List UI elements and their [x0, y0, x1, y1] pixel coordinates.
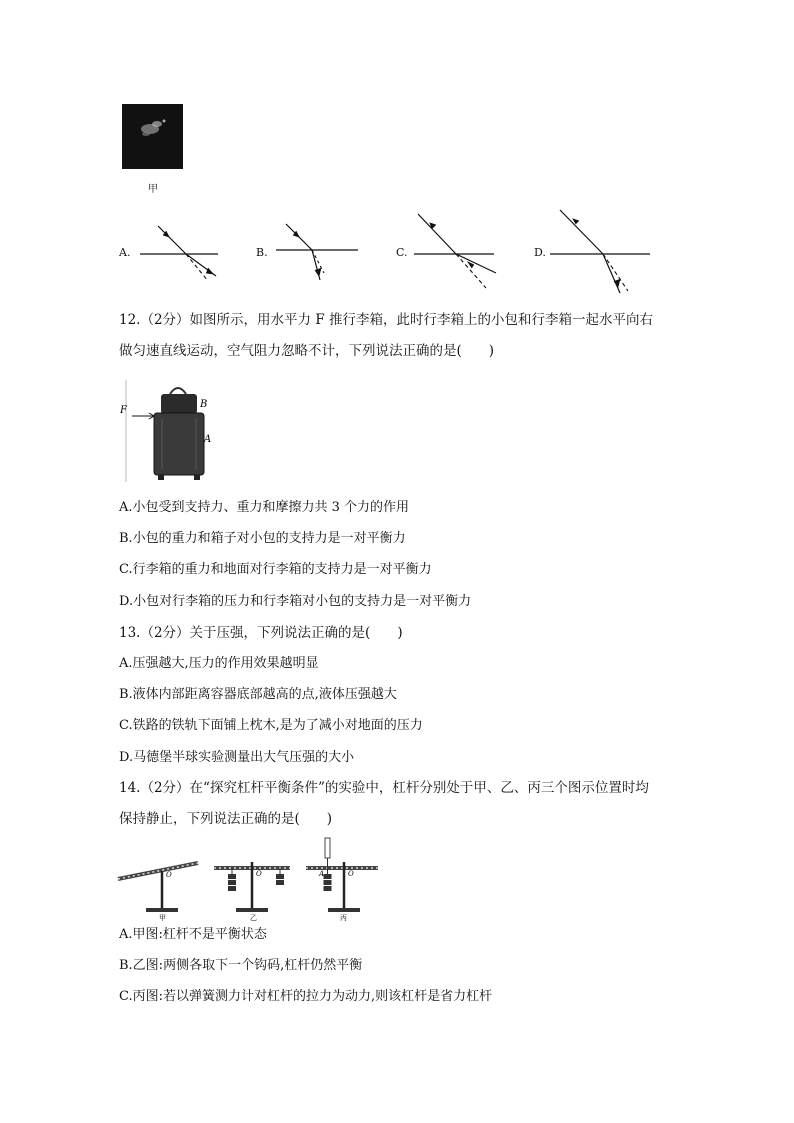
q11-option-d-label: D. — [534, 246, 546, 259]
q14-option-c: C.丙图:若以弹簧测力计对杠杆的拉力为动力,则该杠杆是省力杠杆 — [119, 989, 493, 1004]
q14-stem-line1: 14.（2分）在“探究杠杆平衡条件”的实验中，杠杆分别处于甲、乙、丙三个图示位置时均 — [119, 780, 649, 796]
photo-jia-content — [122, 104, 183, 169]
lever-jia — [118, 863, 198, 922]
lever-bing-o: O — [348, 870, 354, 878]
q13-option-b: B.液体内部距离容器底部越高的点,液体压强越大 — [119, 687, 397, 702]
q14-lever-figures — [116, 836, 382, 922]
q12-label-b: B — [200, 399, 208, 410]
q13-stem-line1: 13.（2分）关于压强，下列说法正确的是( ) — [119, 625, 403, 641]
q11-option-c-diagram — [412, 210, 502, 290]
q13-option-c: C.铁路的铁轨下面铺上枕木,是为了减小对地面的压力 — [119, 718, 423, 733]
q12-stem-line1: 12.（2分）如图所示，用水平力 F 推行李箱，此时行李箱上的小包和行李箱一起水平向右 — [119, 312, 654, 328]
q11-option-b-label: B. — [256, 246, 268, 259]
photo-jia — [122, 104, 183, 169]
q12-option-c: C.行李箱的重力和地面对行李箱的支持力是一对平衡力 — [119, 562, 432, 577]
q12-option-d: D.小包对行李箱的压力和行李箱对小包的支持力是一对平衡力 — [119, 594, 472, 609]
q14-option-b: B.乙图:两侧各取下一个钩码,杠杆仍然平衡 — [119, 958, 363, 973]
q12-suitcase-figure — [118, 380, 218, 484]
q12-stem-line2: 做匀速直线运动，空气阻力忽略不计，下列说法正确的是( ) — [119, 343, 495, 359]
q13-option-a: A.压强越大,压力的作用效果越明显 — [119, 656, 319, 671]
photo-jia-caption: 甲 — [148, 184, 158, 195]
lever-bing-a: A — [319, 870, 325, 878]
lever-yi-caption: 乙 — [250, 914, 257, 922]
q14-stem-line2: 保持静止，下列说法正确的是( ) — [119, 811, 333, 827]
q11-option-a-label: A. — [119, 246, 131, 259]
q12-option-b: B.小包的重力和箱子对小包的支持力是一对平衡力 — [119, 531, 406, 546]
q11-option-d-diagram — [548, 205, 653, 295]
q12-option-a: A.小包受到支持力、重力和摩擦力共 3 个力的作用 — [119, 500, 410, 515]
q13-option-d: D.马德堡半球实验测量出大气压强的大小 — [119, 750, 355, 765]
q12-label-a: A — [204, 434, 212, 445]
q11-option-c-label: C. — [396, 246, 408, 259]
q11-option-b-diagram — [272, 218, 362, 288]
q14-option-a: A.甲图:杠杆不是平衡状态 — [119, 927, 267, 942]
q12-label-f: F — [120, 405, 127, 416]
q11-option-a-diagram — [138, 218, 228, 288]
lever-yi-o: O — [256, 870, 262, 878]
lever-yi — [214, 862, 290, 922]
lever-bing — [306, 838, 378, 922]
lever-bing-caption: 丙 — [340, 914, 347, 922]
lever-jia-caption: 甲 — [159, 914, 166, 922]
lever-jia-o: O — [166, 871, 172, 879]
